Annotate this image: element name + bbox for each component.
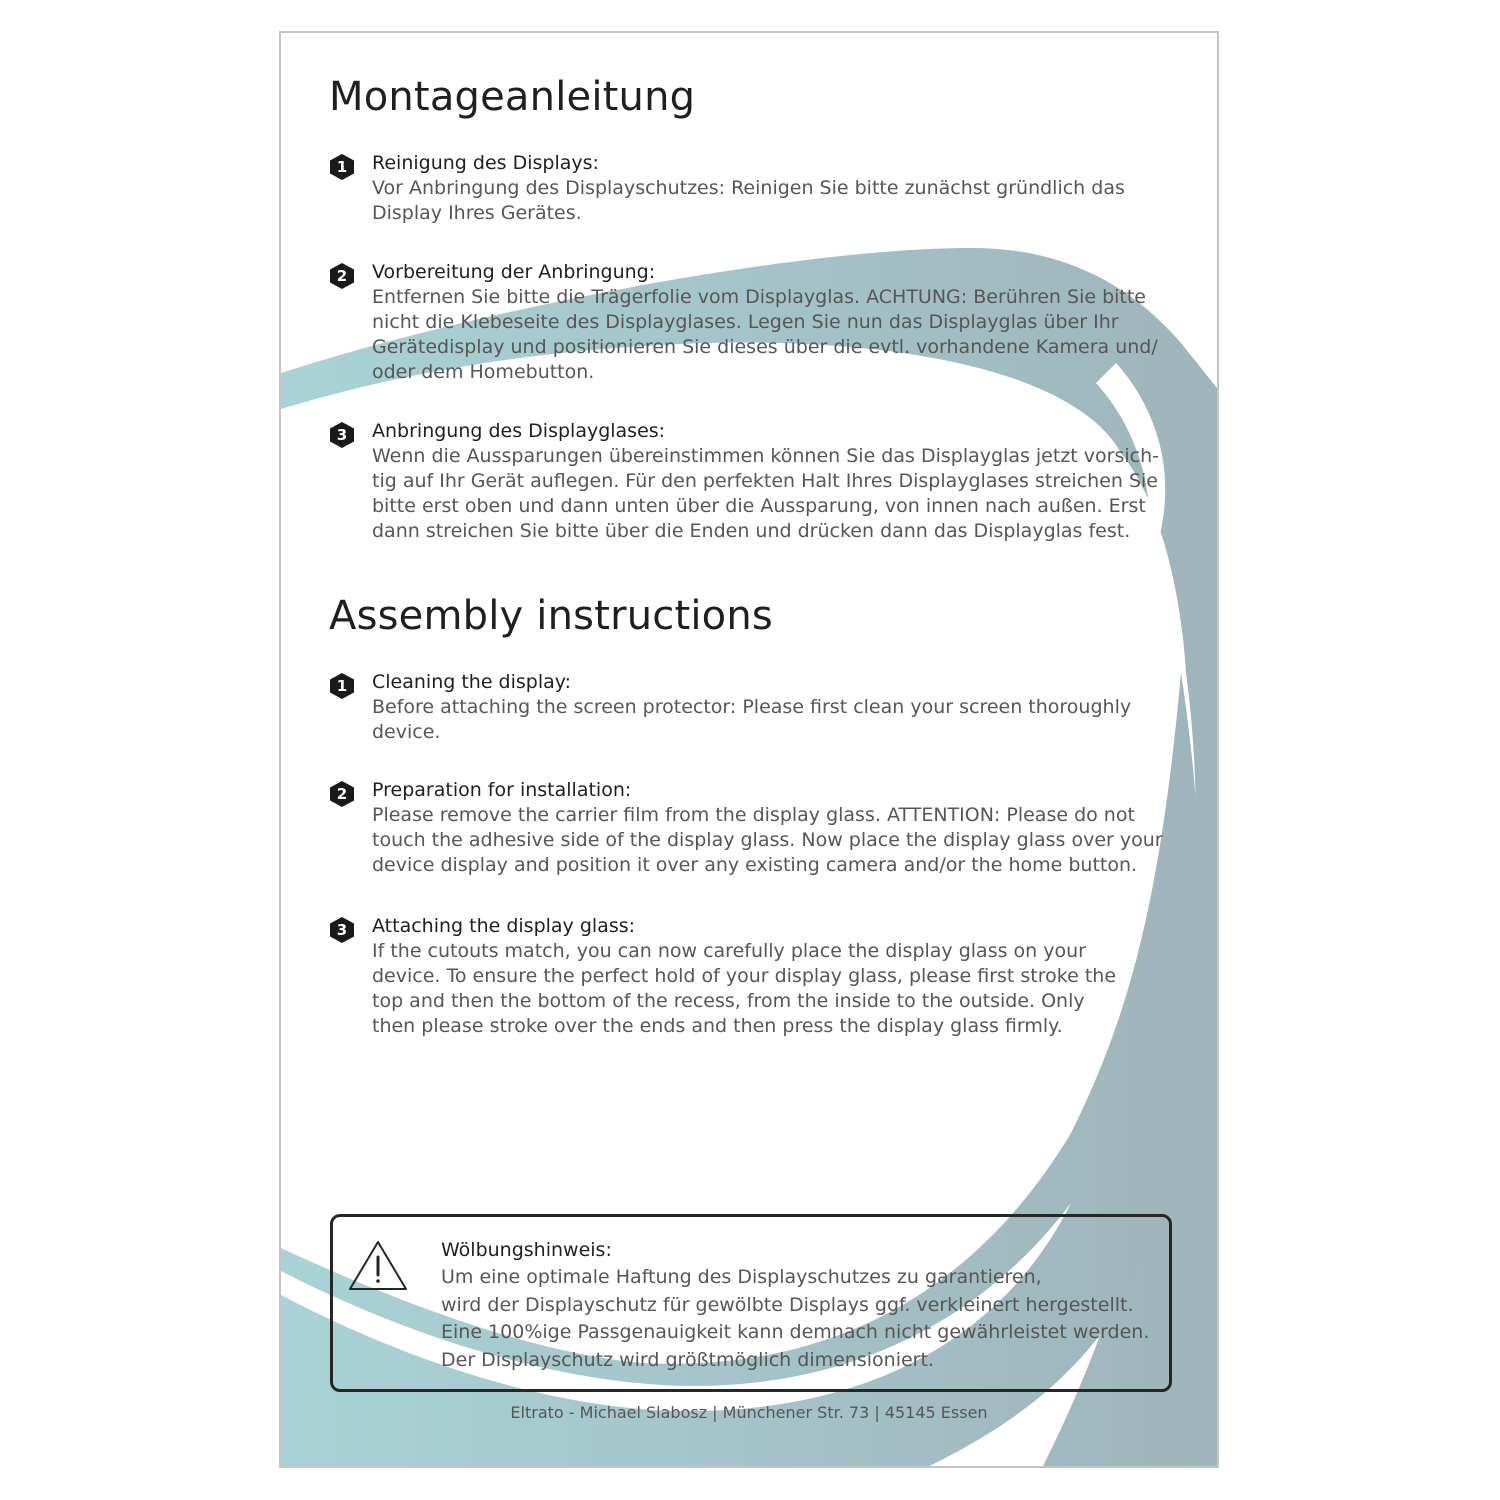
notice-body: Um eine optimale Haftung des Displayschutzes zu garantieren, wird der Displayschutz für gewölbte Displays ggf. verkleinert hergestellt. Eine 100%ige Passgenauigkeit kann demnach nicht gewährleistet werden. Der Displayschutz wird größtmöglich dimensioniert. [441, 1266, 1150, 1371]
step-body: Before attaching the screen protector: Please first clean your screen thoroughly device. [372, 696, 1132, 743]
notice-title: Wölbungshinweis: [441, 1239, 612, 1261]
step-body: If the cutouts match, you can now carefully place the display glass on your device. To ensure the perfect hold of your display glass, please first stroke the top and then the bottom of the recess, from the inside to the outside. Only then please stroke over the ends and then press the display glass firmly. [372, 940, 1117, 1037]
footer-address: Eltrato - Michael Slabosz | Münchener Str. 73 | 45145 Essen [510, 1403, 988, 1422]
step-body: Vor Anbringung des Displayschutzes: Reinigen Sie bitte zunächst gründlich das Display Ihres Gerätes. [372, 177, 1125, 224]
english-heading: Assembly instructions [329, 593, 773, 639]
english-step-3 [329, 914, 1179, 1039]
step-number-2: 2 [329, 263, 355, 289]
step-body: Wenn die Aussparungen übereinstimmen können Sie das Displayglas jetzt vorsich- tig auf Ihr Gerät auflegen. Für den perfekten Halt Ihres Displayglases streichen Sie bitte erst oben und dann unten über die Aussparung, von innen nach außen. Erst dann streichen Sie bitte über die Enden und drücken dann das Displayglas fest. [372, 445, 1159, 542]
step-number-3: 3 [329, 917, 355, 943]
curvature-notice-box [330, 1214, 1172, 1392]
instruction-sheet [279, 31, 1219, 1468]
step-number-1: 1 [329, 154, 355, 180]
document-content [281, 33, 1217, 1466]
german-step-3 [329, 419, 1179, 544]
step-title: Cleaning the display: [372, 671, 572, 693]
step-number-3: 3 [329, 422, 355, 448]
german-heading: Montageanleitung [329, 74, 696, 120]
english-step-1 [329, 670, 1179, 745]
step-title: Attaching the display glass: [372, 915, 636, 937]
step-title: Anbringung des Displayglases: [372, 420, 666, 442]
step-title: Preparation for installation: [372, 779, 632, 801]
step-title: Reinigung des Displays: [372, 152, 599, 174]
warning-triangle-icon [347, 1239, 409, 1293]
step-title: Vorbereitung der Anbringung: [372, 261, 656, 283]
step-body: Entfernen Sie bitte die Trägerfolie vom Displayglas. ACHTUNG: Berühren Sie bitte nicht die Klebeseite des Displayglases. Legen Sie nun das Displayglas über Ihr Gerätedisplay und positionieren Sie dieses über die evtl. vorhandene Kamera und/ oder dem Homebutton. [372, 286, 1158, 383]
german-step-1 [329, 151, 1179, 226]
german-step-2 [329, 260, 1179, 385]
step-body: Please remove the carrier film from the display glass. ATTENTION: Please do not touch the adhesive side of the display glass. Now place the display glass over your device display and position it over any existing camera and/or the home button. [372, 804, 1163, 876]
english-step-2 [329, 778, 1179, 878]
step-number-2: 2 [329, 781, 355, 807]
step-number-1: 1 [329, 673, 355, 699]
